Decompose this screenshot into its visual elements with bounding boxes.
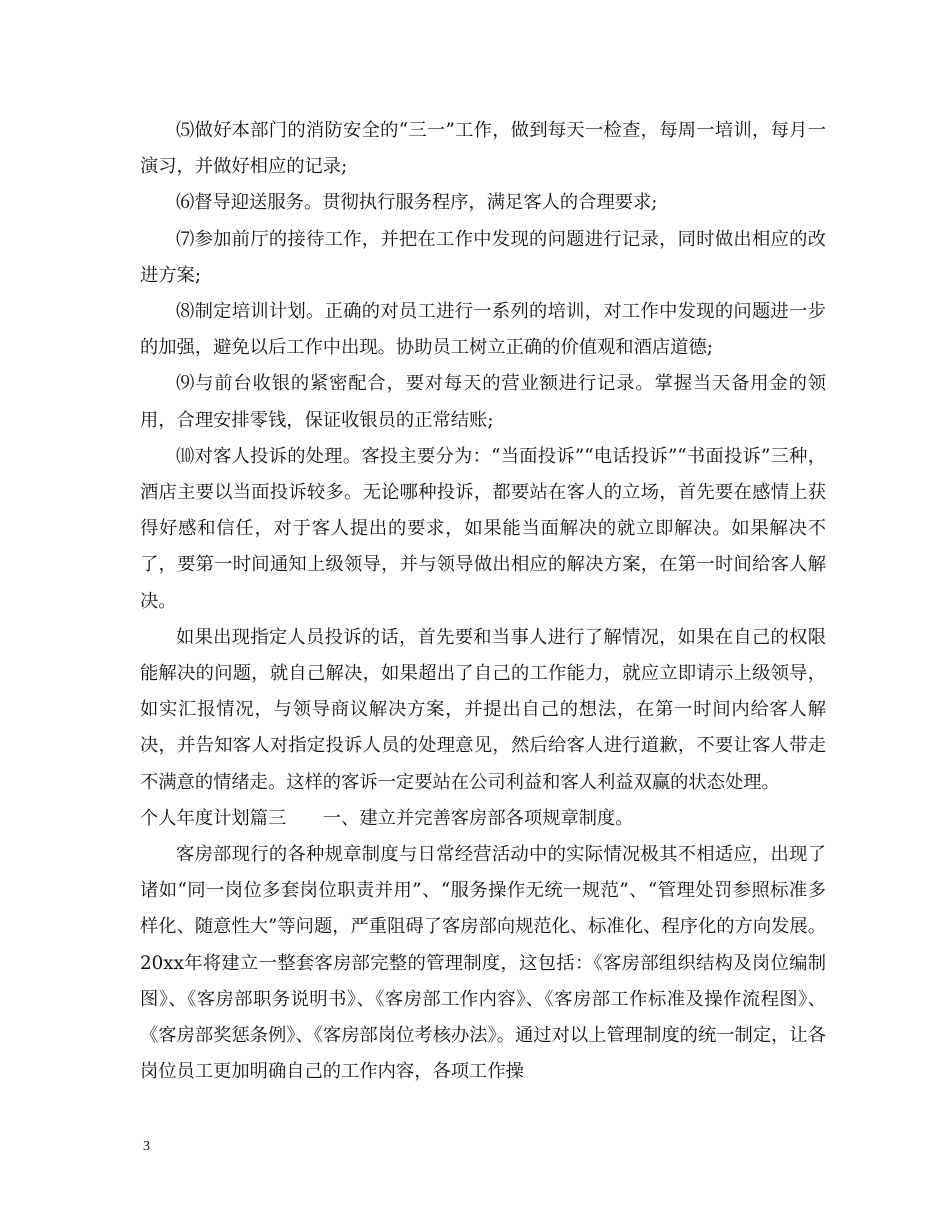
paragraph-item-10: ⑽对客人投诉的处理。客投主要分为：“当面投诉”“电话投诉”“书面投诉”三种，酒店主要以当面投诉较多。无论哪种投诉，都要站在客人的立场，首先要在感情上获得好感和信任，对于客人提出的要求，如果能当面解决的就立即解决。如果解决不了，要第一时间通知上级领导，并与领导做出相应的解决方案，在第一时间给客人解决。 xyxy=(140,445,826,612)
paragraph-item-5: ⑸做好本部门的消防安全的“三一”工作，做到每天一检查，每周一培训，每月一演习，并做好相应的记录; xyxy=(140,120,826,178)
paragraph-item-8: ⑻制定培训计划。正确的对员工进行一系列的培训，对工作中发现的问题进一步的加强，避免以后工作中出现。协助员工树立正确的价值观和酒店道德; xyxy=(140,301,826,359)
section-heading: 个人年度计划篇三 一、建立并完善客房部各项规章制度。 xyxy=(140,807,634,829)
page-number: 3 xyxy=(143,1139,150,1154)
paragraph-housekeeping-rules: 客房部现行的各种规章制度与日常经营活动中的实际情况极其不相适应，出现了诸如“同一岗位多套岗位职责并用”、“服务操作无统一规范”、“管理处罚参照标准多样化、随意性大”等问题，严重阻碍了客房部向规范化、标准化、程序化的方向发展。20xx年将建立一整套客房部完整的管理制度，这包括：《客房部组织结构及岗位编制图》、《客房部职务说明书》、《客房部工作内容》、《客房部工作标准及操作流程图》、《客房部奖惩条例》、《客房部岗位考核办法》。通过对以上管理制度的统一制定，让各岗位员工更加明确自己的工作内容，各项工作操 xyxy=(140,844,826,1083)
paragraph-item-7: ⑺参加前厅的接待工作，并把在工作中发现的问题进行记录，同时做出相应的改进方案; xyxy=(140,228,826,286)
paragraph-item-6: ⑹督导迎送服务。贯彻执行服务程序，满足客人的合理要求; xyxy=(176,192,658,214)
document-body xyxy=(140,113,826,1090)
paragraph-item-9: ⑼与前台收银的紧密配合，要对每天的营业额进行记录。掌握当天备用金的领用，合理安排零钱，保证收银员的正常结账; xyxy=(140,373,826,431)
paragraph-designated-complaints: 如果出现指定人员投诉的话，首先要和当事人进行了解情况，如果在自己的权限能解决的问题，就自己解决，如果超出了自己的工作能力，就应立即请示上级领导，如实汇报情况，与领导商议解决方案，并提出自己的想法，在第一时间内给客人解决，并告知客人对指定投诉人员的处理意见，然后给客人进行道歉，不要让客人带走不满意的情绪走。这样的客诉一定要站在公司利益和客人利益双赢的状态处理。 xyxy=(140,626,826,793)
